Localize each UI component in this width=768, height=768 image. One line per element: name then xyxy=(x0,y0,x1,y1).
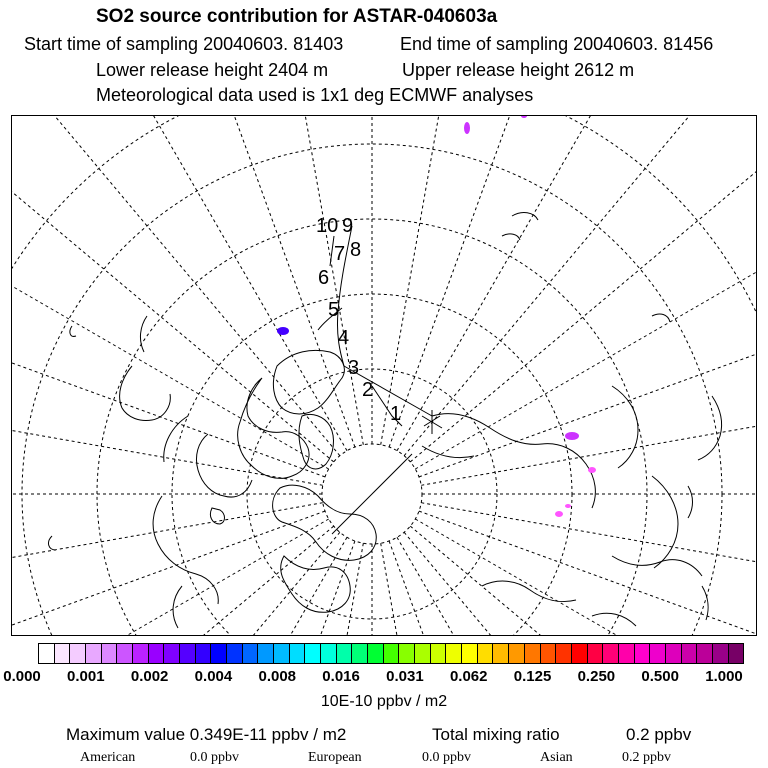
coastline-iceland xyxy=(210,508,224,524)
color-swatch xyxy=(55,644,71,663)
color-swatch xyxy=(164,644,180,663)
start-time-label: Start time of sampling 20040603. 81403 xyxy=(24,34,344,54)
meridian-line xyxy=(389,541,680,636)
day-marker: 7 xyxy=(334,243,346,265)
plume-patch xyxy=(464,122,470,134)
color-swatch xyxy=(588,644,604,663)
plume-patch xyxy=(565,432,579,440)
plume-patch xyxy=(588,467,596,473)
latitude-circles xyxy=(12,116,757,636)
color-swatch xyxy=(650,644,666,663)
day-marker: 9 xyxy=(342,215,354,237)
map-title: SO2 source contribution for ASTAR-040603a xyxy=(96,6,498,27)
day-marker: 4 xyxy=(338,327,350,349)
color-swatch xyxy=(729,644,744,663)
color-swatch xyxy=(399,644,415,663)
meridian-line xyxy=(12,503,323,636)
color-swatch xyxy=(509,644,525,663)
region-european-name: European xyxy=(308,750,362,765)
coastline-islands-west xyxy=(49,326,76,550)
meridian-line xyxy=(404,532,757,636)
coastline-europe-south xyxy=(281,556,351,612)
color-swatch xyxy=(635,644,651,663)
color-scale-tick-label: 1.000 xyxy=(705,668,743,685)
meridian-line xyxy=(421,338,757,486)
color-swatch xyxy=(258,644,274,663)
color-swatch xyxy=(39,644,55,663)
color-swatch xyxy=(572,644,588,663)
color-scale-tick-label: 0.500 xyxy=(641,668,679,685)
region-asian-name: Asian xyxy=(540,750,573,765)
plume-patch xyxy=(565,504,571,508)
region-european-value: 0.0 ppbv xyxy=(422,750,471,765)
day-marker: 8 xyxy=(350,239,362,261)
day-marker: 2 xyxy=(362,379,374,401)
color-swatch xyxy=(384,644,400,663)
meridian-line xyxy=(64,116,355,447)
color-swatch xyxy=(556,644,572,663)
coastline-greenland xyxy=(273,350,344,414)
color-swatch xyxy=(462,644,478,663)
color-swatch xyxy=(180,644,196,663)
meridian-line xyxy=(389,116,680,447)
color-swatch xyxy=(713,644,729,663)
day-marker: 10 xyxy=(316,215,339,237)
plume-patch xyxy=(555,511,563,517)
color-swatch xyxy=(352,644,368,663)
color-swatch xyxy=(243,644,259,663)
color-scale-unit: 10E-10 ppbv / m2 xyxy=(320,693,448,710)
meridian-line xyxy=(12,338,323,486)
total-mixing-label: Total mixing ratio xyxy=(432,725,560,744)
meridian-line xyxy=(415,519,757,636)
color-swatch xyxy=(321,644,337,663)
color-swatch xyxy=(227,644,243,663)
color-swatch xyxy=(290,644,306,663)
day-markers xyxy=(316,215,401,425)
plume-patch xyxy=(277,327,289,335)
color-swatch xyxy=(337,644,353,663)
color-swatch xyxy=(305,644,321,663)
max-value-label: Maximum value 0.349E-11 ppbv / m2 xyxy=(66,725,347,744)
color-scale-bar xyxy=(38,643,744,664)
total-mixing-value: 0.2 ppbv xyxy=(626,725,692,744)
color-swatch xyxy=(149,644,165,663)
map-canvas xyxy=(12,116,757,636)
coastline-na-east xyxy=(153,496,218,628)
color-swatch xyxy=(70,644,86,663)
plume-patch xyxy=(521,116,527,118)
meridian-line xyxy=(12,116,340,456)
color-scale-tick-label: 0.008 xyxy=(258,668,297,685)
color-swatch xyxy=(525,644,541,663)
day-marker: 5 xyxy=(328,299,340,321)
color-swatch xyxy=(368,644,384,663)
meridian-line xyxy=(381,543,529,636)
coastline-russia-far-east xyxy=(612,386,678,568)
meridian-line xyxy=(419,186,757,477)
color-swatch xyxy=(603,644,619,663)
day-marker: 3 xyxy=(348,357,360,379)
color-scale-tick-label: 0.062 xyxy=(449,668,488,685)
color-swatch xyxy=(446,644,462,663)
coastline-europe-north xyxy=(273,485,377,560)
meridian-line xyxy=(12,519,329,636)
region-american-name: American xyxy=(80,750,136,765)
meridian-line xyxy=(410,526,757,636)
meridian-line xyxy=(12,532,340,636)
color-swatch xyxy=(478,644,494,663)
pole-line xyxy=(332,454,412,534)
upper-height-label: Upper release height 2612 m xyxy=(402,60,635,80)
meridian-line xyxy=(12,526,334,636)
color-scale-tick-label: 0.031 xyxy=(386,668,424,685)
color-swatch xyxy=(682,644,698,663)
color-swatch xyxy=(86,644,102,663)
meridian-line xyxy=(12,537,347,636)
color-swatch xyxy=(431,644,447,663)
meridian-line xyxy=(397,537,757,636)
meridian-line xyxy=(404,116,757,456)
polar-map xyxy=(11,115,757,636)
color-scale-tick-label: 0.125 xyxy=(513,668,552,685)
color-scale-tick-label: 0.004 xyxy=(194,668,233,685)
color-scale-tick-label: 0.000 xyxy=(3,668,41,685)
coastline-kamchatka xyxy=(698,396,722,460)
color-scale-tick-label: 0.016 xyxy=(322,668,360,685)
color-swatch xyxy=(493,644,509,663)
color-swatch xyxy=(117,644,133,663)
color-swatch xyxy=(274,644,290,663)
met-data-label: Meteorological data used is 1x1 deg ECMWF analyses xyxy=(96,85,534,105)
color-scale-tick-label: 0.001 xyxy=(67,668,105,685)
lower-height-label: Lower release height 2404 m xyxy=(96,60,329,80)
color-swatch xyxy=(133,644,149,663)
meridian-line xyxy=(12,116,329,469)
color-swatch xyxy=(211,644,227,663)
meridian-line xyxy=(419,511,757,636)
end-time-label: End time of sampling 20040603. 81456 xyxy=(400,34,714,54)
coastline-asia-south xyxy=(482,556,702,626)
color-swatch xyxy=(619,644,635,663)
color-swatch xyxy=(697,644,713,663)
color-swatch xyxy=(415,644,431,663)
region-asian-value: 0.2 ppbv xyxy=(622,750,671,765)
color-swatch xyxy=(196,644,212,663)
color-swatch xyxy=(666,644,682,663)
day-marker: 6 xyxy=(318,267,330,289)
color-swatch xyxy=(541,644,557,663)
day-marker: 1 xyxy=(390,403,402,425)
color-scale-tick-label: 0.002 xyxy=(130,668,169,685)
meridian-line xyxy=(410,116,757,462)
region-american-value: 0.0 ppbv xyxy=(190,750,239,765)
meridian-line xyxy=(64,541,355,636)
meridian-line xyxy=(12,116,350,451)
color-scale-tick-label: 0.250 xyxy=(577,668,616,685)
color-swatch xyxy=(102,644,118,663)
